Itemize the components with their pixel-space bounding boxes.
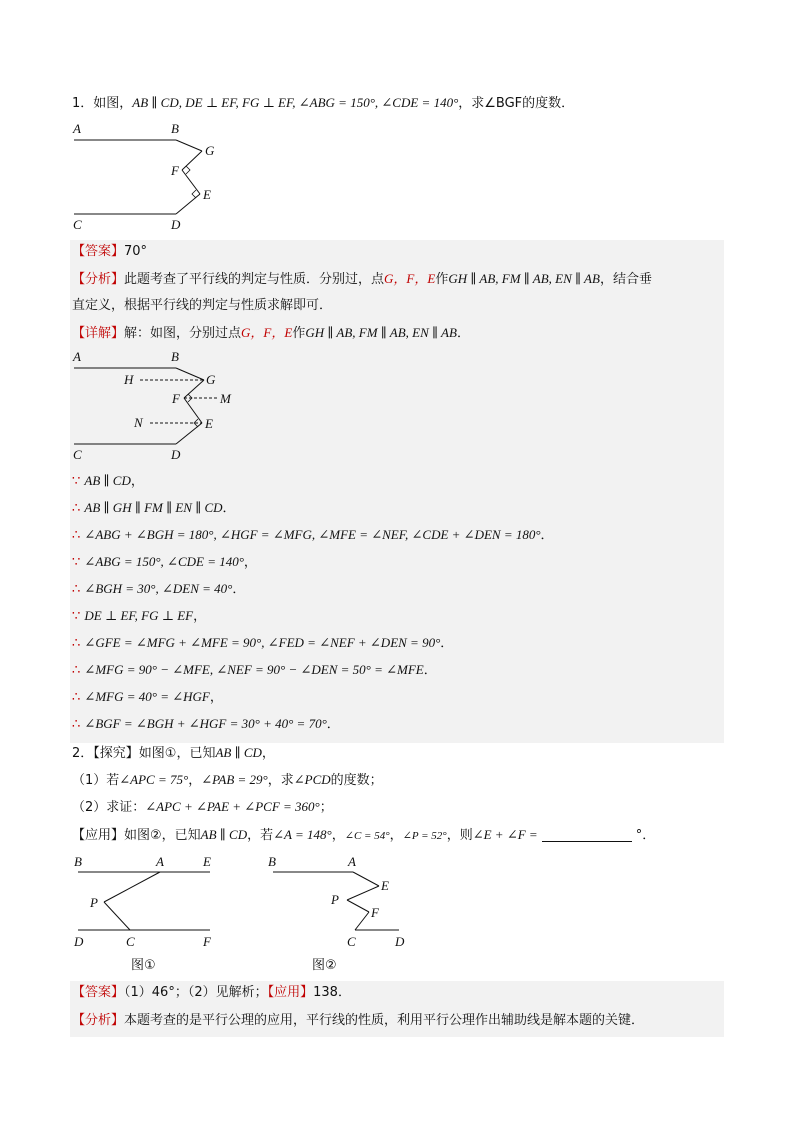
q1-ask: ，求∠BGF的度数． (458, 96, 575, 111)
step-symbol: ∵ (72, 609, 81, 624)
q2-apply-expr1: ∠A = 148° (273, 827, 332, 842)
q1-given: AB ∥ CD, DE ⊥ EF, FG ⊥ EF, ∠ABG = 150°, ∠CDE = 140° (132, 95, 459, 110)
q1d-label-n: N (134, 415, 143, 430)
q2-answer-apply-tag: 【应用】 (267, 985, 314, 1000)
q2-p1-text-a: （1）若 (72, 773, 120, 788)
q2-analysis-text: 本题考查的是平行公理的应用，平行线的性质，利用平行公理作出辅助线是解本题的关键． (124, 1013, 645, 1028)
q2-p2-text-a: （2）求证： (72, 800, 146, 815)
q2f2-label-p: P (331, 892, 339, 907)
q1-analysis-points: G，F，E (384, 271, 436, 286)
step-symbol: ∴ (72, 528, 81, 543)
q1d-label-b: B (171, 349, 179, 364)
q1-intro: 如图， (93, 96, 133, 111)
q2-part2 (72, 798, 333, 817)
q2-p1-text-b: ， (188, 773, 202, 788)
q1-analysis-line2 (72, 297, 332, 315)
step-expr: AB ∥ GH ∥ FM ∥ EN ∥ CD (84, 500, 223, 515)
step-expr: ∠ABG = 150°, ∠CDE = 140° (84, 554, 244, 569)
q2-answer-tag: 【答案】 (72, 985, 125, 1000)
q1-analysis (72, 270, 652, 289)
step-symbol: ∴ (72, 501, 81, 516)
q1-detail-lines: GH ∥ AB, FM ∥ AB, EN ∥ AB (305, 325, 457, 340)
q2-explore-text: 如图①，已知 (138, 746, 216, 761)
step-expr: ∠GFE = ∠MFG + ∠MFE = 90°, ∠FED = ∠NEF + ∠DEN = 90° (84, 635, 441, 650)
q2-analysis-tag: 【分析】 (72, 1013, 125, 1028)
step-end: ， (130, 474, 144, 489)
q1d-label-c: C (73, 447, 82, 462)
q1-step-10 (72, 715, 340, 734)
q1-step-5 (72, 580, 245, 599)
q1d-label-h: H (124, 372, 134, 387)
q2-stem (72, 744, 275, 763)
q1-analysis-tag: 【分析】 (72, 272, 125, 287)
q1-stem (72, 94, 574, 113)
q2-explore-tag: 【探究】 (93, 746, 139, 761)
q2-apply-tag: 【应用】 (72, 828, 125, 843)
q2-apply-expr2: ∠C = 54° (344, 830, 390, 842)
q1-analysis-text-2: 作 (435, 272, 449, 287)
q2-answer (72, 984, 351, 1002)
q2f1-label-c: C (126, 934, 135, 949)
step-end: ， (193, 609, 207, 624)
q2f2-label-e: E (381, 878, 389, 893)
q1-label-b: B (171, 121, 179, 136)
q2-apply-text-2: ，若 (247, 828, 274, 843)
step-expr: ∠ABG + ∠BGH = 180°, ∠HGF = ∠MFG, ∠MFE = ∠NEF, ∠CDE + ∠DEN = 180° (84, 527, 541, 542)
q2-answer-blank[interactable] (542, 827, 632, 842)
step-symbol: ∴ (72, 690, 81, 705)
q1-detail-figure (70, 346, 250, 464)
q1-label-e: E (203, 187, 211, 202)
step-end: ， (209, 690, 223, 705)
q1-label-g: G (205, 143, 215, 158)
step-end: ． (440, 636, 454, 651)
q1-analysis-lines: GH ∥ AB, FM ∥ AB, EN ∥ AB (448, 271, 600, 286)
q2-figure-1 (70, 850, 230, 950)
step-end: ． (540, 528, 554, 543)
q1-analysis-text-4: 直定义，根据平行线的判定与性质求解即可． (72, 298, 333, 313)
q2-apply-text-3: ， (331, 828, 345, 843)
q2f1-label-e: E (203, 854, 211, 869)
q1d-label-d: D (171, 447, 181, 462)
q2f1-label-b: B (74, 854, 82, 869)
q2-apply (72, 826, 655, 845)
step-symbol: ∴ (72, 663, 81, 678)
q2-apply-text-4: ， (389, 828, 403, 843)
q1d-label-m: M (220, 391, 231, 406)
q2-number: 2． (72, 746, 94, 761)
q1-detail-text-2: 作 (292, 326, 306, 341)
q1-step-1 (72, 472, 144, 491)
q1-label-f: F (171, 163, 179, 178)
q2-caption-2: 图② (312, 958, 337, 973)
step-end: ． (326, 717, 340, 732)
step-symbol: ∵ (72, 474, 81, 489)
q2f1-label-f: F (203, 934, 211, 949)
q2-apply-given: AB ∥ CD (200, 827, 248, 842)
q1-answer (72, 243, 147, 261)
step-symbol: ∵ (72, 555, 81, 570)
q1-answer-value: 70° (124, 244, 148, 259)
q2-p1-expr2: ∠PAB = 29° (201, 772, 268, 787)
q2f2-label-b: B (268, 854, 276, 869)
q2-p2-expr: ∠APC + ∠PAE + ∠PCF = 360° (145, 799, 320, 814)
q1-detail-text-3: ． (456, 326, 470, 341)
step-expr: ∠BGF = ∠BGH + ∠HGF = 30° + 40° = 70° (84, 716, 327, 731)
q2-answer-text: （1）46°；（2）见解析； (124, 985, 268, 1000)
q1-step-8 (72, 661, 437, 680)
step-symbol: ∴ (72, 636, 81, 651)
q1-detail-points: G，F，E (241, 325, 293, 340)
q1-figure (70, 118, 230, 236)
q1-step-6 (72, 607, 206, 626)
q2-apply-expr4: ∠E + ∠F = (472, 827, 538, 842)
q1-label-d: D (171, 217, 181, 232)
step-end: ． (222, 501, 236, 516)
q1-analysis-text-1: 此题考查了平行线的判定与性质．分别过，点 (124, 272, 385, 287)
q1-number: 1． (72, 96, 94, 111)
q1-step-9 (72, 688, 223, 707)
q2-p1-expr: ∠APC = 75° (119, 772, 189, 787)
q1d-label-g: G (206, 372, 216, 387)
q1-label-a: A (73, 121, 81, 136)
q2f2-label-c: C (347, 934, 356, 949)
q2-p1-expr3: ∠PCD (293, 772, 331, 787)
q2f2-label-a: A (348, 854, 356, 869)
step-expr: ∠BGH = 30°, ∠DEN = 40° (84, 581, 233, 596)
q2-figure-2 (265, 850, 415, 950)
q2f1-label-d: D (74, 934, 84, 949)
step-expr: ∠MFG = 40° = ∠HGF (84, 689, 210, 704)
q1-detail-text-1: 解：如图，分别过点 (124, 326, 242, 341)
q1d-label-e: E (205, 416, 213, 431)
q1-detail-tag: 【详解】 (72, 326, 125, 341)
q2-analysis (72, 1012, 644, 1030)
q2f1-label-a: A (156, 854, 164, 869)
q1-label-c: C (73, 217, 82, 232)
q1-detail (72, 324, 470, 343)
q2-apply-expr3: ∠P = 52° (402, 830, 447, 842)
q1-step-7 (72, 634, 453, 653)
q2-answer-apply: 138． (313, 985, 351, 1000)
q2f2-label-f: F (371, 905, 379, 920)
q1d-label-f: F (172, 391, 180, 406)
q1d-label-a: A (73, 349, 81, 364)
q2-explore-given: AB ∥ CD (215, 745, 262, 760)
q1-step-3 (72, 526, 554, 545)
q1-step-2 (72, 499, 236, 518)
q2-p2-text-b: ； (319, 800, 333, 815)
step-expr: DE ⊥ EF, FG ⊥ EF (84, 608, 194, 623)
q1-answer-tag: 【答案】 (72, 244, 125, 259)
q1-analysis-text-3: ，结合垂 (599, 272, 652, 287)
q2-p1-text-d: 的度数； (330, 773, 383, 788)
q2f2-label-d: D (395, 934, 405, 949)
q2-apply-text-6: °． (635, 828, 656, 843)
step-expr: ∠MFG = 90° − ∠MFE, ∠NEF = 90° − ∠DEN = 50° = ∠MFE (84, 662, 424, 677)
step-end: ． (232, 582, 246, 597)
q2-apply-text-5: ，则 (446, 828, 473, 843)
step-symbol: ∴ (72, 582, 81, 597)
q2-p1-text-c: ，求 (267, 773, 294, 788)
q1-step-4 (72, 553, 257, 572)
step-end: ， (243, 555, 257, 570)
step-expr: AB ∥ CD (84, 473, 131, 488)
step-end: ． (423, 663, 437, 678)
step-symbol: ∴ (72, 717, 81, 732)
q2f1-label-p: P (90, 895, 98, 910)
q2-explore-end: ， (261, 746, 275, 761)
q2-part1 (72, 771, 383, 790)
q2-apply-text-1: 如图②，已知 (124, 828, 201, 843)
q2-caption-1: 图① (131, 958, 156, 973)
